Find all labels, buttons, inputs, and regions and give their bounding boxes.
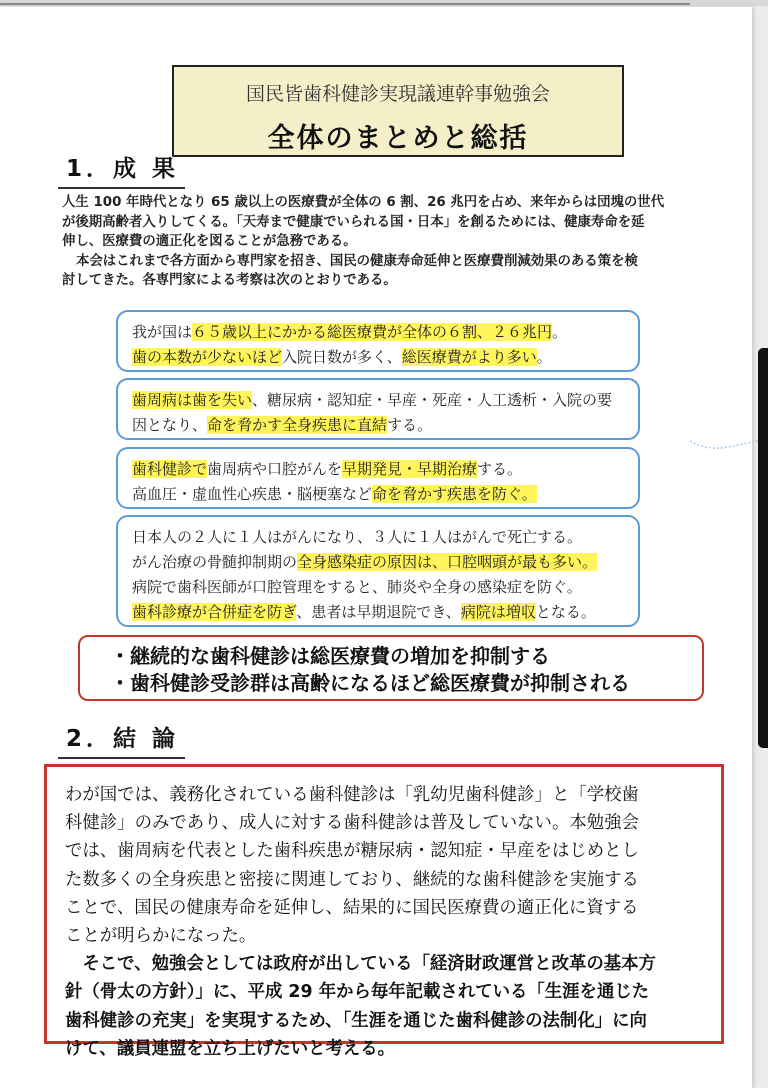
conclusion-line: た数多くの全身疾患と密接に関連しており、継続的な歯科健診を実施する [65, 869, 639, 890]
highlighted-text: 病院は増収 [460, 603, 536, 621]
highlighted-text: 歯の本数が少ないほど [132, 348, 283, 366]
title-subtitle: 国民皆歯科健診実現議連幹事勉強会 [245, 83, 550, 105]
finding-text: 歯周病や口腔がんを [207, 460, 343, 478]
highlighted-text: 歯科診療が合併症を防ぎ [132, 603, 297, 621]
scrollbar[interactable] [758, 348, 768, 748]
finding-text: 我が国は [132, 323, 193, 341]
finding-text: 病院で歯科医師が口腔管理をすると、肺炎や全身の感染症を防ぐ。 [132, 578, 582, 596]
conclusion-line: けて、議員連盟を立ち上げたいと考える。 [65, 1038, 396, 1059]
finding-line [132, 600, 638, 625]
finding-line [132, 482, 638, 507]
intro-line: 本会はこれまで各方面から専門家を招き、国民の健康寿命延伸と医療費削減効果のある策を検 [76, 253, 638, 269]
page-title: 全体のまとめと総括 [267, 123, 529, 154]
finding-line [132, 525, 638, 550]
highlighted-text: 全身感染症の原因は、口腔咽頭が最も多い。 [297, 553, 598, 571]
conclusion-line: 科健診」のみであり、成人に対する歯科健診は普及していない。本勉強会 [65, 813, 639, 834]
intro-line: 討してきた。各専門家による考察は次のとおりである。 [62, 273, 397, 288]
highlighted-text: 歯科健診で [132, 460, 208, 478]
scribble-mark [688, 435, 768, 455]
finding-line [132, 413, 638, 438]
finding-text: する。 [387, 416, 433, 434]
highlighted-text: ６５歳以上にかかる総医療費が全体の６割、２６兆円 [192, 323, 553, 341]
finding-text: 入院日数が多く、 [282, 348, 402, 366]
finding-text: となる。 [535, 603, 596, 621]
finding-text: 。 [552, 323, 568, 341]
finding-line [132, 320, 638, 345]
finding-box-checkups [116, 447, 640, 509]
highlighted-text: 歯周病は歯を失い [132, 391, 253, 409]
intro-line: 人生 100 年時代となり 65 歳以上の医療費が全体の 6 割、26 兆円を占め、来年からは団塊の世代 [62, 195, 665, 210]
summary-line: ・継続的な歯科健診は総医療費の増加を抑制する [110, 644, 550, 668]
finding-text: 因となり、 [132, 416, 208, 434]
conclusion-box [44, 764, 724, 1059]
intro-line: 伸し、医療費の適正化を図ることが急務である。 [62, 234, 357, 249]
finding-box-medical-costs [116, 310, 640, 372]
finding-box-cancer [116, 515, 640, 627]
finding-text: 高血圧・虚血性心疾患・脳梗塞など [132, 485, 373, 503]
finding-line [132, 550, 638, 575]
finding-line [132, 457, 638, 482]
finding-text: 。 [536, 348, 552, 366]
section-heading-results: 1．成 果 [66, 150, 179, 183]
title-box [172, 65, 624, 157]
conclusion-line: 針（骨太の方針）」に、平成 29 年から毎年記載されている「生涯を通じた [65, 982, 650, 1003]
finding-text: する。 [477, 460, 523, 478]
finding-line [132, 345, 638, 370]
intro-line: が後期高齢者入りしてくる。「天寿まで健康でいられる国・日本」を創るためには、健康寿命を延 [62, 214, 645, 230]
highlighted-text: 総医療費がより多い [401, 348, 537, 366]
finding-text: 日本人の２人に１人はがんになり、３人に１人はがんで死亡する。 [132, 528, 583, 546]
intro-paragraph [62, 193, 712, 291]
section-heading-conclusion: 2．結 論 [66, 720, 179, 753]
summary-box [78, 635, 704, 701]
conclusion-line: 歯科健診の充実」を実現するため、「生涯を通じた歯科健診の法制化」に向 [65, 1010, 647, 1031]
highlighted-text: 命を脅かす全身疾患に直結 [207, 416, 388, 434]
finding-box-periodontal [116, 378, 640, 440]
finding-text: がん治療の骨髄抑制期の [132, 553, 298, 571]
finding-text: 、糖尿病・認知症・早産・死産・人工透析・入院の要 [252, 391, 613, 409]
document-page [0, 7, 752, 1088]
conclusion-line: そこで、勉強会としては政府が出している「経済財政運営と改革の基本方 [65, 954, 656, 975]
conclusion-line: ことが明らかになった。 [65, 926, 257, 947]
highlighted-text: 命を脅かす疾患を防ぐ。 [372, 485, 537, 503]
finding-line [132, 388, 638, 413]
conclusion-line: わが国では、義務化されている歯科健診は「乳幼児歯科健診」と「学校歯 [65, 785, 639, 805]
finding-text: 、患者は早期退院でき、 [296, 603, 461, 621]
conclusion-line: では、歯周病を代表とした歯科疾患が糖尿病・認知症・早産をはじめとし [65, 841, 639, 862]
top-progress-line [0, 3, 690, 5]
summary-line: ・歯科健診受診群は高齢になるほど総医療費が抑制される [110, 671, 630, 695]
conclusion-line: ことで、国民の健康寿命を延伸し、結果的に国民医療費の適正化に資する [65, 897, 639, 918]
finding-line [132, 575, 638, 600]
highlighted-text: 早期発見・早期治療 [342, 460, 478, 478]
